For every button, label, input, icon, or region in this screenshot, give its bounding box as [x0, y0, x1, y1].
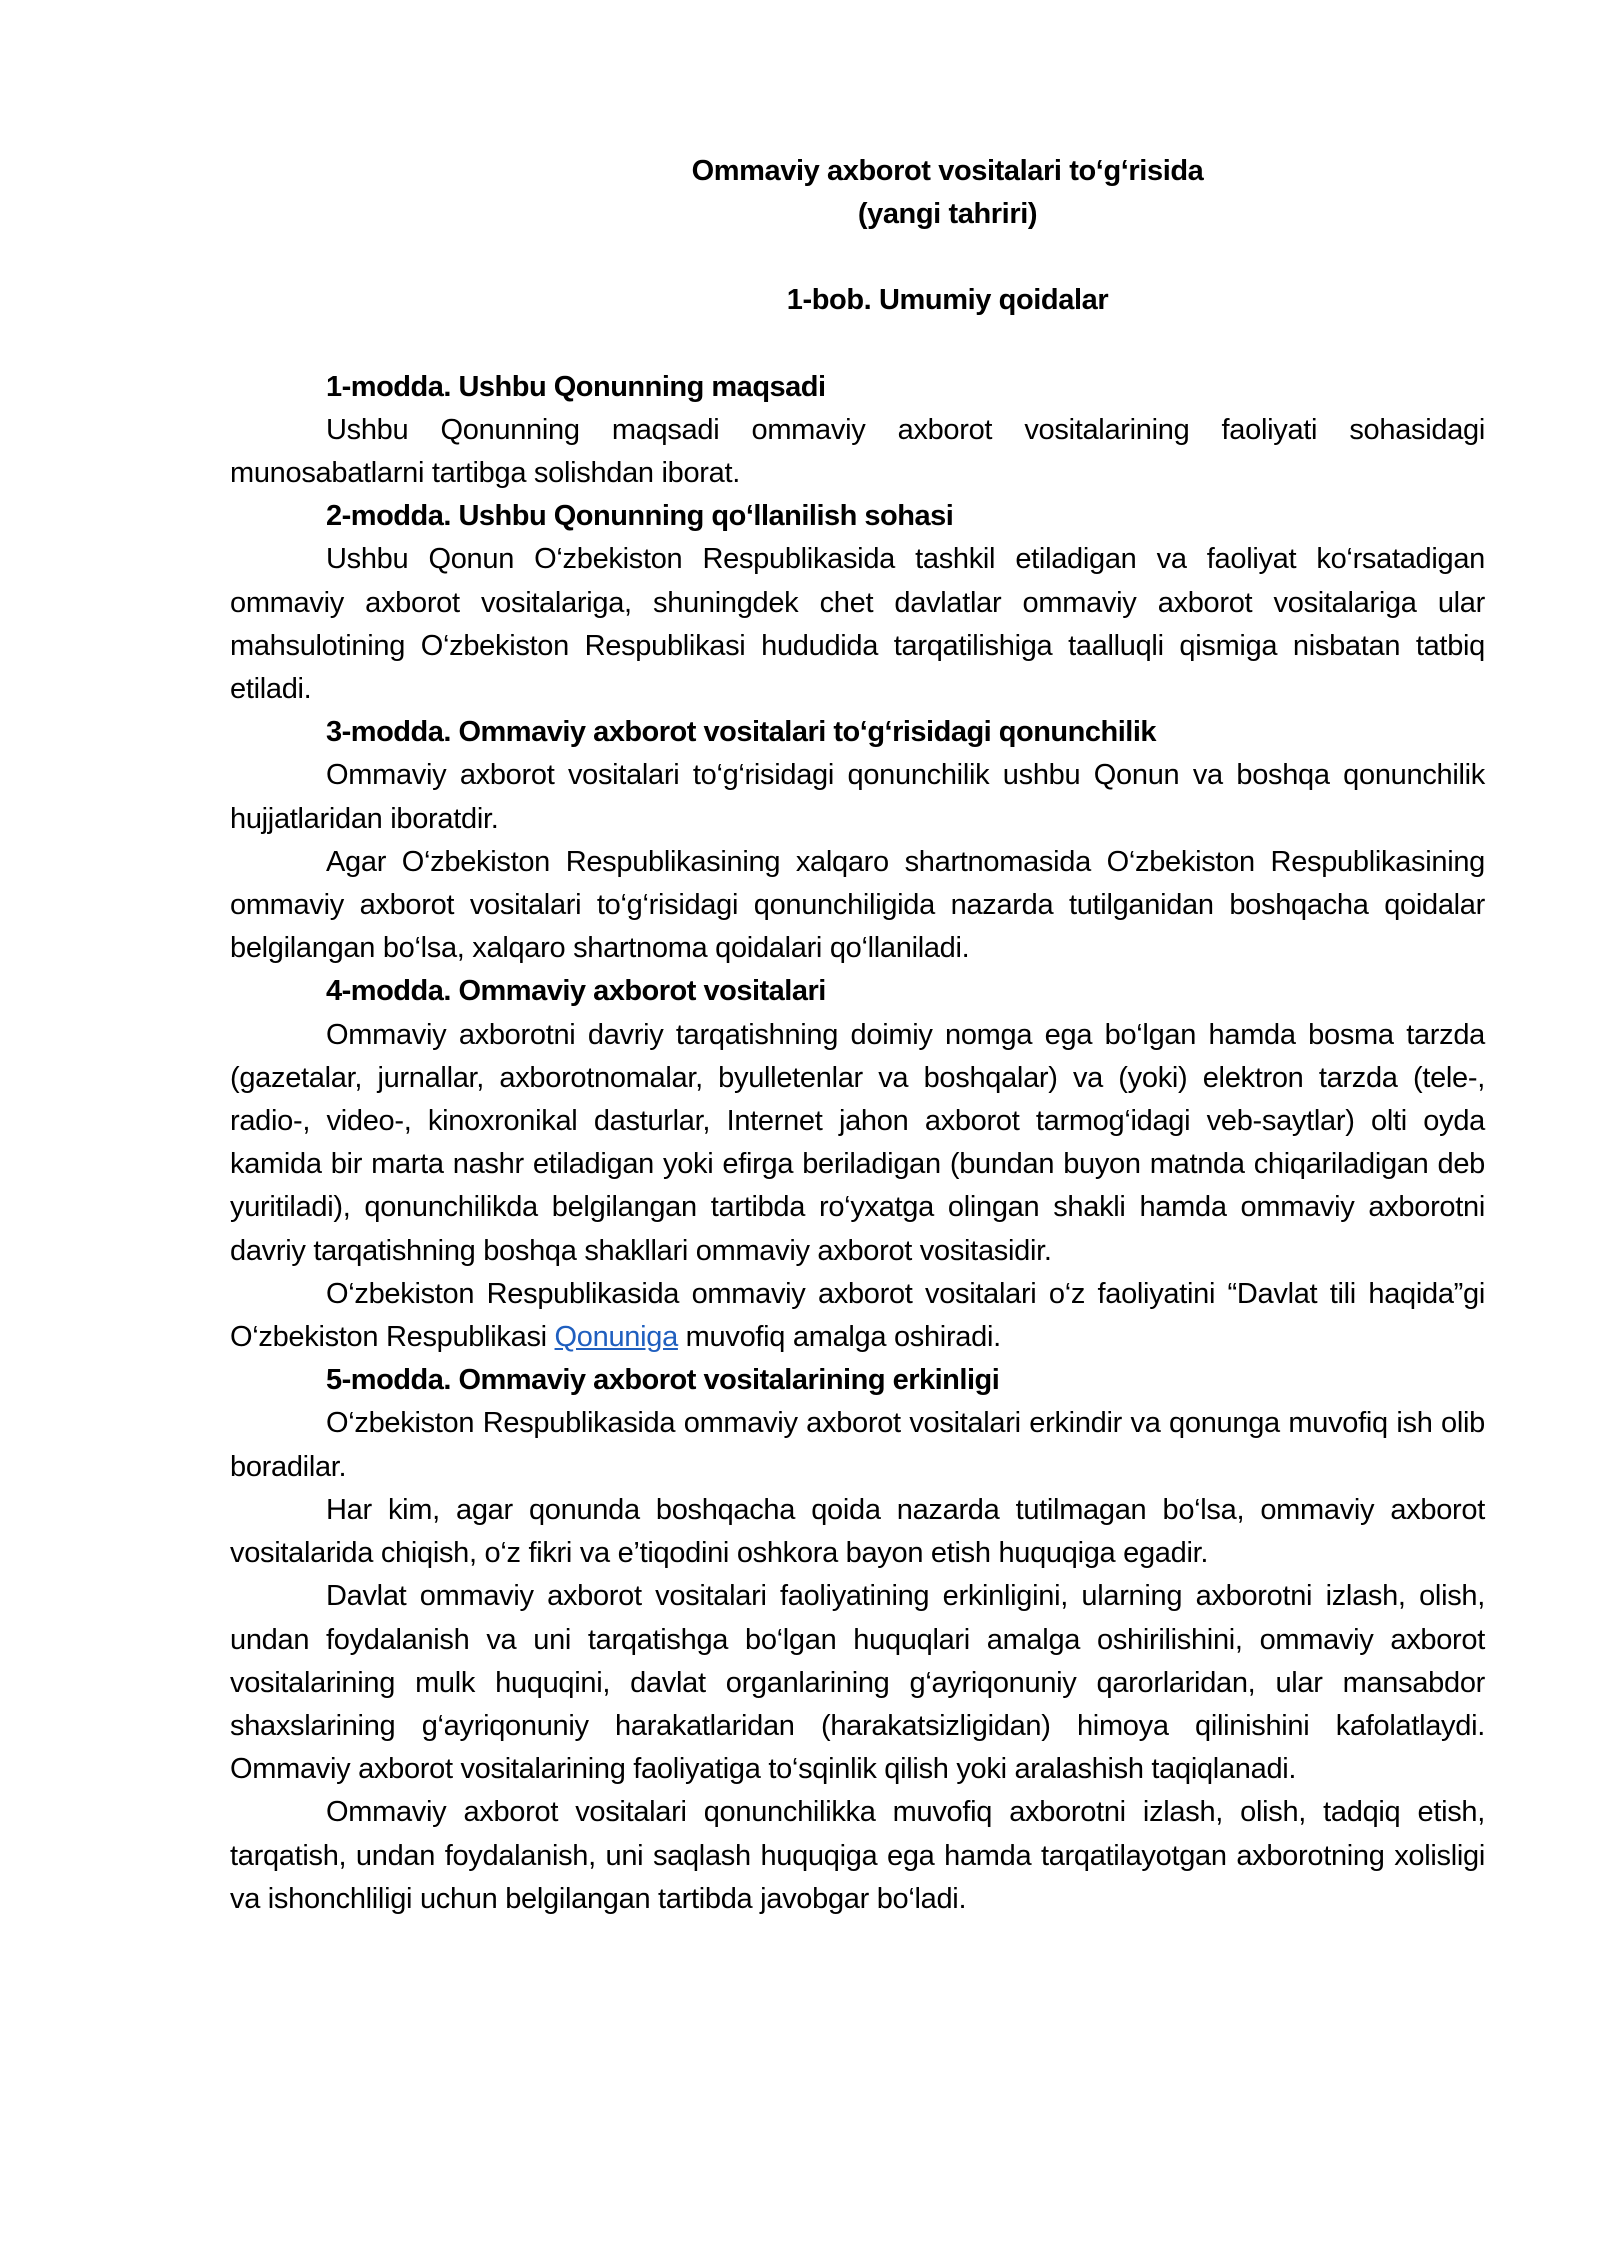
article-paragraph: O‘zbekiston Respublikasida ommaviy axborot vositalari erkindir va qonunga muvofiq ish olib boradilar.: [230, 1407, 1485, 1483]
document-title: Ommaviy axborot vositalari to‘g‘risida: [691, 155, 1204, 187]
article-paragraph: Ommaviy axborot vositalari qonunchilikka muvofiq axborotni izlash, olish, tadqiq etish, tarqatish, undan foydalanish, uni saqlash huquqiga ega hamda tarqatilayotgan axborotning xolisligi va ishonchliligi uchun belgilangan tartibda javobgar bo‘ladi.: [230, 1796, 1485, 1915]
article-paragraph: Agar O‘zbekiston Respublikasining xalqaro shartnomasida O‘zbekiston Respublikasining ommaviy axborot vositalari to‘g‘risidagi qonunchiligida nazarda tutilganidan boshqacha qoidalar belgilangan bo‘lsa, xalqaro shartnoma qoidalari qo‘llaniladi.: [230, 845, 1485, 965]
article-heading: 2-modda. Ushbu Qonunning qo‘llanilish sohasi: [326, 500, 954, 533]
article-paragraph: Davlat ommaviy axborot vositalari faoliyatining erkinligini, ularning axborotni izlash, olish, undan foydalanish va uni tarqatishga bo‘lgan huquqlari amalga oshirilishini, ommaviy axborot vositalarining mulk huquqini, davlat organlarining g‘ayriqonuniy qarorlaridan, ular mansabdor shaxslarining g‘ayriqonuniy harakatlaridan (harakatsizligidan) himoya qilinishini kafolatlaydi. Ommaviy axborot vositalarining faoliyatiga to‘sqinlik qilish yoki aralashish taqiqlanadi.: [230, 1580, 1485, 1786]
law-link[interactable]: Qonuniga: [554, 1321, 678, 1354]
article-paragraph: Ommaviy axborot vositalari to‘g‘risidagi qonunchilik ushbu Qonun va boshqa qonunchilik hujjatlaridan iboratdir.: [230, 759, 1485, 835]
article-heading: 4-modda. Ommaviy axborot vositalari: [326, 975, 826, 1008]
paragraph-text: O‘zbekiston Respublikasida ommaviy axborot vositalari o‘z faoliyatini “Davlat tili haqida”gi O‘zbekiston Respublikasi: [230, 1277, 1485, 1354]
article-paragraph: Ommaviy axborotni davriy tarqatishning doimiy nomga ega bo‘lgan hamda bosma tarzda (gazetalar, jurnallar, axborotnomalar, byulletenlar va boshqalar) va (yoki) elektron tarzda (tele-, radio-, video-, kinoxronikal dasturlar, Internet jahon axborot tarmog‘idagi veb-saytlar) olti oyda kamida bir marta nashr etiladigan yoki efirga beriladigan (bundan buyon matnda chiqariladigan deb yuritiladi), qonunchilikda belgilangan tartibda ro‘yxatga olingan shakli hamda ommaviy axborotni davriy tarqatishning boshqa shakllari ommaviy axborot vositasidir.: [230, 1018, 1485, 1267]
article-paragraph: Ushbu Qonun O‘zbekiston Respublikasida tashkil etiladigan va faoliyat ko‘rsatadigan ommaviy axborot vositalariga, shuningdek chet davlatlar ommaviy axborot vositalariga ular mahsulotining O‘zbekiston Respublikasi hududida tarqatilishiga taalluqli qismiga nisbatan tatbiq etiladi.: [230, 543, 1485, 706]
paragraph-text: muvofiq amalga oshiradi.: [677, 1321, 1001, 1354]
document-body: [230, 150, 1485, 1921]
chapter-heading: 1-bob. Umumiy qoidalar: [786, 284, 1109, 317]
article-paragraph: Har kim, agar qonunda boshqacha qoida nazarda tutilmagan bo‘lsa, ommaviy axborot vositalarida chiqish, o‘z fikri va e’tiqodini oshkora bayon etish huquqiga egadir.: [230, 1493, 1485, 1570]
article-heading: 1-modda. Ushbu Qonunning maqsadi: [326, 370, 826, 403]
article-heading: 3-modda. Ommaviy axborot vositalari to‘g‘risidagi qonunchilik: [326, 716, 1156, 749]
article-paragraph-with-link: [230, 1273, 1485, 1359]
document-subtitle: (yangi tahriri): [857, 198, 1038, 231]
article-heading: 5-modda. Ommaviy axborot vositalarining erkinligi: [326, 1364, 1000, 1397]
article-paragraph: Ushbu Qonunning maqsadi ommaviy axborot vositalarining faoliyati sohasidagi munosabatlarni tartibga solishdan iborat.: [230, 413, 1485, 490]
